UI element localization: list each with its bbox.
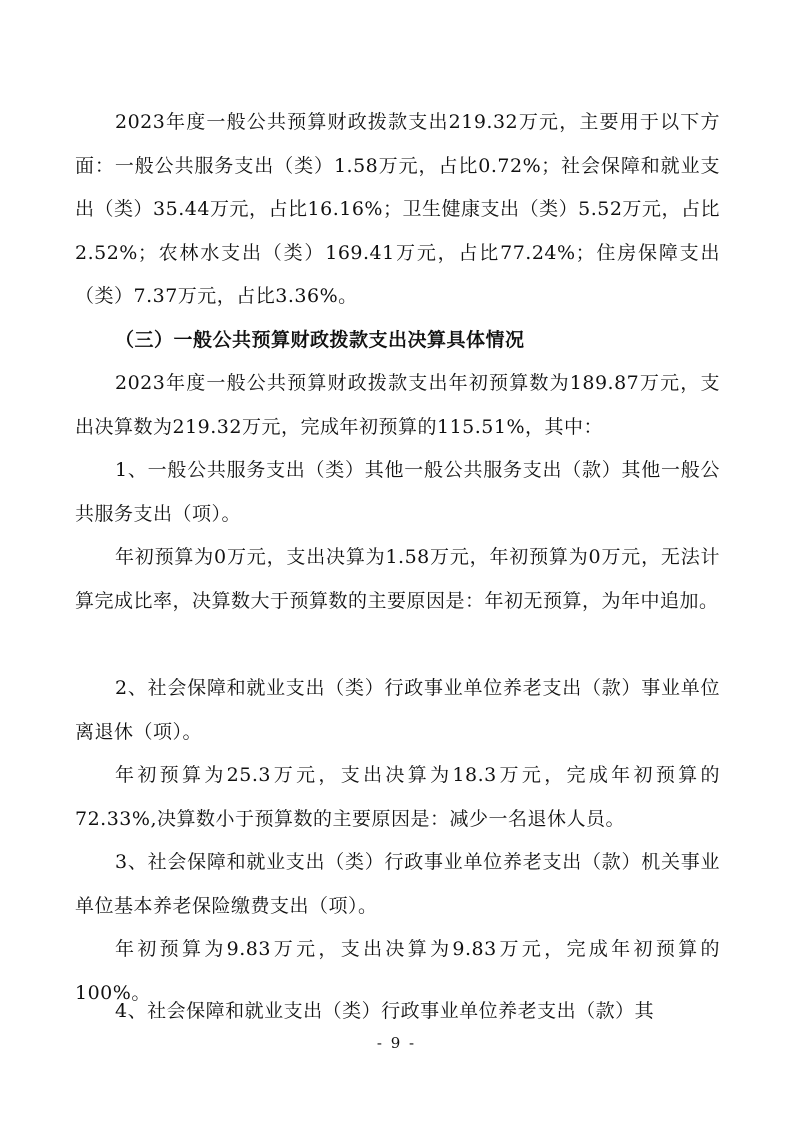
paragraph-item-3-detail: 年初预算为9.83万元，支出决算为9.83万元，完成年初预算的100%。 <box>75 938 720 1004</box>
paragraph-item-1-detail: 年初预算为0万元，支出决算为1.58万元，年初预算为0万元，无法计算完成比率，决算数大于预算数的主要原因是：年初无预算，为年中追加。 <box>75 546 720 612</box>
paragraph-item-4-title: 4、社会保障和就业支出（类）行政事业单位养老支出（款）其 <box>115 1000 655 1022</box>
paragraph-item-2-detail: 年初预算为25.3万元，支出决算为18.3万元，完成年初预算的72.33%,决算数小于预算数的主要原因是：减少一名退休人员。 <box>75 764 720 830</box>
paragraph-item-2-title: 2、社会保障和就业支出（类）行政事业单位养老支出（款）事业单位离退休（项）。 <box>75 677 720 743</box>
page-number: - 9 - <box>376 1034 417 1052</box>
paragraph-expenditure-summary: 2023年度一般公共预算财政拨款支出219.32万元，主要用于以下方面：一般公共服务支出（类）1.58万元，占比0.72%；社会保障和就业支出（类）35.44万元，占比16.16%；卫生健康支出（类）5.52万元，占比2.52%；农林水支出（类）169.41万元，占比77.24%；住房保障支出（类）7.37万元，占比3.36%。 <box>75 111 720 307</box>
paragraph-budget-overview: 2023年度一般公共预算财政拨款支出年初预算数为189.87万元，支出决算数为219.32万元，完成年初预算的115.51%，其中： <box>75 372 720 438</box>
section-heading: （三）一般公共预算财政拨款支出决算具体情况 <box>115 329 525 351</box>
paragraph-item-1-title: 1、一般公共服务支出（类）其他一般公共服务支出（款）其他一般公共服务支出（项）。 <box>75 459 720 525</box>
paragraph-item-3-title: 3、社会保障和就业支出（类）行政事业单位养老支出（款）机关事业单位基本养老保险缴费支出（项）。 <box>75 851 720 917</box>
